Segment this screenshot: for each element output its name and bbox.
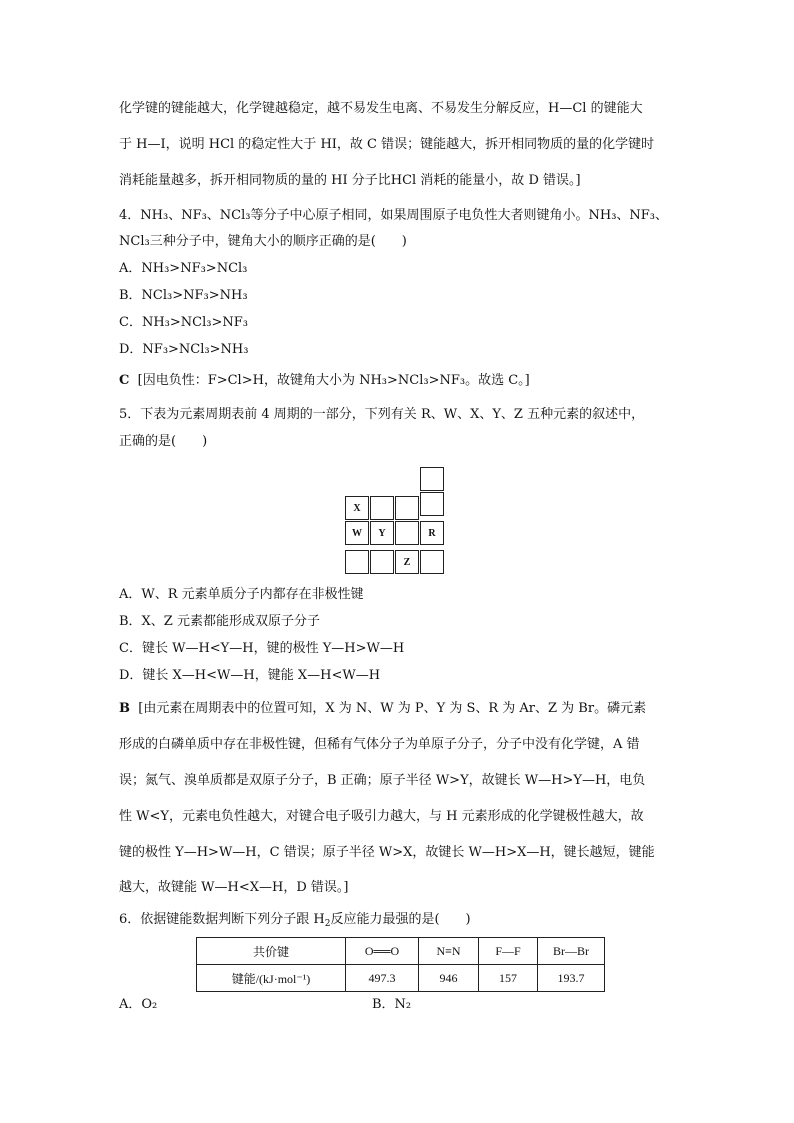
q6-stem-text: 6．依据键能数据判断下列分子跟 H xyxy=(119,912,325,927)
pt-cell-empty xyxy=(370,550,394,574)
table-header-cell: Br—Br xyxy=(538,938,605,965)
q5-explanation-6: 越大，故键能 W—H<X—H，D 错误。] xyxy=(119,880,349,895)
q4-answer-explanation: [因电负性：F>Cl>H，故键角大小为 NH₃>NCl₃>NF₃。故选 C。] xyxy=(137,373,530,388)
q5-answer-letter: B xyxy=(119,701,130,716)
q5-answer-line-1 xyxy=(119,701,646,717)
pt-cell-empty xyxy=(395,521,419,545)
q5-option-a: A．W、R 元素单质分子内都存在非极性键 xyxy=(119,587,364,602)
q5-explanation-5: 键的极性 Y—H>W—H，C 错误；原子半径 W>X，故键长 W—H>X—H，键长越短，键能 xyxy=(119,845,655,860)
q6-stem-text-end: 反应能力最强的是( ) xyxy=(330,912,471,927)
q5-explanation-2: 形成的白磷单质中存在非极性键，但稀有气体分子为单原子分子，分子中没有化学键，A 错 xyxy=(119,737,640,752)
q4-option-d: D．NF₃>NCl₃>NH₃ xyxy=(119,342,249,357)
q4-option-a: A．NH₃>NF₃>NCl₃ xyxy=(119,261,248,276)
pt-cell-empty xyxy=(395,496,419,520)
q4-stem-line-2: NCl₃三种分子中，键角大小的顺序正确的是( ) xyxy=(119,234,407,249)
q5-explanation-1: [由元素在周期表中的位置可知，X 为 N、W 为 P、Y 为 S、R 为 Ar、Z 为 Br。磷元素 xyxy=(138,701,647,716)
table-header-cell: O══O xyxy=(346,938,419,965)
table-row xyxy=(197,965,605,992)
pt-cell-empty xyxy=(370,496,394,520)
pt-cell-y: Y xyxy=(370,521,394,545)
q5-explanation-3: 误；氮气、溴单质都是双原子分子，B 正确；原子半径 W>Y，故键长 W—H>Y—H，电负 xyxy=(119,773,646,788)
table-cell: 497.3 xyxy=(346,965,419,992)
table-header-cell: F—F xyxy=(479,938,538,965)
table-row-label: 键能/(kJ·mol⁻¹) xyxy=(197,965,346,992)
prev-explanation-line-2: 于 H—I，说明 HCl 的稳定性大于 HI，故 C 错误；键能越大，拆开相同物质的量的化学键时 xyxy=(119,137,655,152)
q6-stem xyxy=(119,912,471,932)
q6-option-a: A．O₂ xyxy=(119,997,158,1012)
bond-energy-table xyxy=(196,937,605,992)
q5-explanation-4: 性 W<Y，元素电负性越大，对键合电子吸引力越大，与 H 元素形成的化学键极性越大，故 xyxy=(119,809,644,824)
q4-stem-line-1: 4．NH₃、NF₃、NCl₃等分子中心原子相同，如果周围原子电负性大者则键角小。NH₃、NF₃、 xyxy=(119,208,669,223)
q4-answer xyxy=(119,373,530,389)
pt-cell-x: X xyxy=(345,496,369,520)
pt-cell-empty xyxy=(420,492,444,516)
pt-cell-empty xyxy=(420,467,444,491)
pt-cell-w: W xyxy=(345,521,369,545)
q5-stem-line-1: 5．下表为元素周期表前 4 周期的一部分，下列有关 R、W、X、Y、Z 五种元素的叙述中， xyxy=(119,407,645,422)
q5-option-d: D．键长 X—H<W—H，键能 X—H<W—H xyxy=(119,668,381,683)
q5-stem-line-2: 正确的是( ) xyxy=(119,434,208,449)
q4-option-b: B．NCl₃>NF₃>NH₃ xyxy=(119,288,248,303)
q5-option-b: B．X、Z 元素都能形成双原子分子 xyxy=(119,614,320,629)
table-header-label: 共价键 xyxy=(197,938,346,965)
prev-explanation-line-1: 化学键的键能越大，化学键越稳定，越不易发生电离、不易发生分解反应，H—Cl 的键能大 xyxy=(119,101,643,116)
pt-cell-empty xyxy=(420,550,444,574)
q5-option-c: C．键长 W—H<Y—H，键的极性 Y—H>W—H xyxy=(119,641,405,656)
table-header-cell: N≡N xyxy=(419,938,479,965)
prev-explanation-line-3: 消耗能量越多，拆开相同物质的量的 HI 分子比HCl 消耗的能量小，故 D 错误。] xyxy=(119,173,581,188)
q4-option-c: C．NH₃>NCl₃>NF₃ xyxy=(119,315,248,330)
pt-cell-empty xyxy=(345,550,369,574)
q4-answer-letter: C xyxy=(119,373,130,388)
table-cell: 193.7 xyxy=(538,965,605,992)
pt-cell-z: Z xyxy=(395,550,419,574)
table-cell: 157 xyxy=(479,965,538,992)
q6-option-b: B．N₂ xyxy=(372,997,412,1012)
pt-cell-r: R xyxy=(420,521,444,545)
table-row xyxy=(197,938,605,965)
q6-stem-subscript: 2 xyxy=(324,919,331,929)
table-cell: 946 xyxy=(419,965,479,992)
